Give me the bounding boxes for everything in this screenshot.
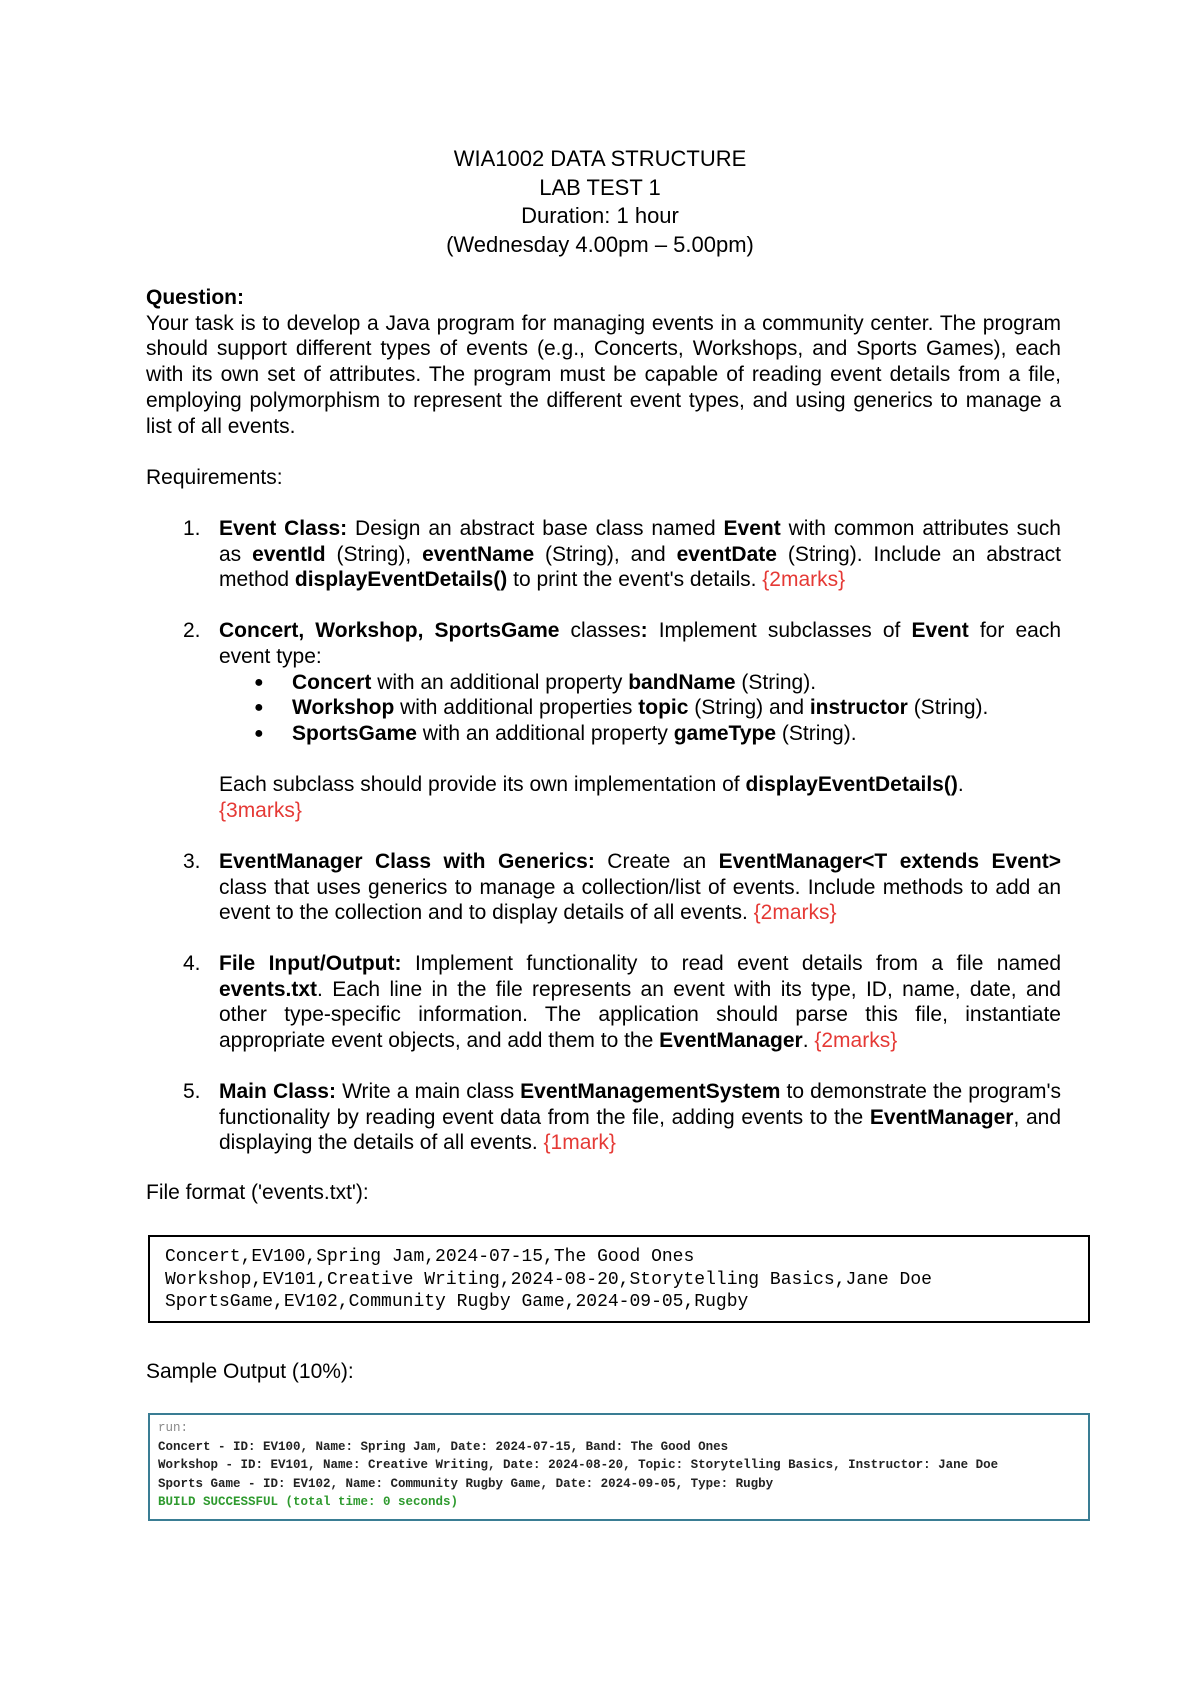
bold-term: Event bbox=[911, 619, 969, 642]
bold-term: eventId bbox=[252, 542, 326, 566]
text-span: (String), bbox=[325, 542, 423, 566]
text-span: (String). bbox=[907, 696, 989, 719]
bold-term: : bbox=[640, 619, 648, 642]
item-title: Concert, Workshop, SportsGame bbox=[219, 619, 560, 642]
bold-term: gameType bbox=[673, 722, 777, 745]
item-number: 4. bbox=[183, 952, 201, 975]
bold-term: topic bbox=[638, 696, 689, 719]
bold-term: Concert bbox=[292, 671, 372, 694]
text-span: . bbox=[802, 1029, 815, 1053]
marks-badge: {1mark} bbox=[543, 1131, 616, 1155]
file-format-label: File format ('events.txt'): bbox=[146, 1181, 369, 1204]
bold-term: EventManager bbox=[659, 1029, 803, 1053]
bold-term: Event bbox=[723, 517, 781, 540]
item-number: 1. bbox=[183, 517, 201, 540]
text-span: . Each line in the file represents an event with its type, ID, name, date, and other type-specific information. The application should parse this file, instantiate appropriate event objects, and add them to the bbox=[219, 977, 1061, 1053]
sample-output-label: Sample Output (10%): bbox=[146, 1360, 354, 1383]
question-label: Question: bbox=[146, 286, 244, 309]
bold-term: instructor bbox=[809, 696, 908, 719]
bold-term: EventManagementSystem bbox=[520, 1080, 781, 1103]
item-text bbox=[219, 772, 1061, 823]
item-text bbox=[219, 951, 1061, 1054]
item-text bbox=[219, 849, 1061, 926]
bold-term: EventManager<T extends Event> bbox=[718, 850, 1061, 873]
item-number: 2. bbox=[183, 619, 201, 642]
item-title: Main Class: bbox=[219, 1080, 336, 1103]
text-span: with an additional property bbox=[416, 722, 674, 745]
text-span: with common attributes such as bbox=[219, 517, 1061, 566]
bold-term: Workshop bbox=[292, 696, 395, 719]
text-span: (String). bbox=[735, 671, 817, 694]
item-title: EventManager Class with Generics: bbox=[219, 850, 595, 873]
bold-term: displayEventDetails() bbox=[294, 568, 508, 592]
text-span: Design an abstract base class named bbox=[347, 517, 724, 540]
bullet-dot-icon: ● bbox=[254, 725, 264, 742]
requirements-label: Requirements: bbox=[146, 466, 283, 489]
item-number: 3. bbox=[183, 850, 201, 873]
output-line: Workshop - ID: EV101, Name: Creative Writing, Date: 2024-08-20, Topic: Storytelling Basics, Instructor: Jane Doe bbox=[158, 1458, 999, 1472]
bold-term: events.txt bbox=[219, 977, 318, 1001]
item-text bbox=[219, 1079, 1061, 1156]
text-span: to demonstrate the program's functionality by reading event data from the file, adding events to the bbox=[219, 1080, 1062, 1129]
text-span: to print the event's details. bbox=[507, 568, 763, 592]
bold-term: SportsGame bbox=[292, 722, 417, 745]
text-span: Create an bbox=[594, 850, 719, 873]
code-line: Workshop,EV101,Creative Writing,2024-08-20,Storytelling Basics,Jane Doe bbox=[165, 1269, 932, 1290]
text-span: with additional properties bbox=[394, 696, 639, 719]
output-line: Sports Game - ID: EV102, Name: Community Rugby Game, Date: 2024-09-05, Type: Rugby bbox=[158, 1476, 774, 1491]
item-title: Event Class: bbox=[219, 517, 348, 540]
bold-term: eventName bbox=[422, 542, 535, 566]
text-span: (String). bbox=[776, 722, 857, 745]
marks-badge: {3marks} bbox=[219, 798, 302, 822]
bold-term: displayEventDetails() bbox=[745, 773, 958, 796]
bold-term: bandName bbox=[628, 671, 736, 694]
item-text bbox=[219, 618, 1061, 669]
output-line: Concert - ID: EV100, Name: Spring Jam, Date: 2024-07-15, Band: The Good Ones bbox=[158, 1439, 729, 1454]
text-span: classes bbox=[559, 619, 641, 642]
item-title: File Input/Output: bbox=[219, 952, 402, 975]
output-build-line: BUILD SUCCESSFUL (total time: 0 seconds) bbox=[158, 1495, 459, 1509]
text-span: , and displaying the details of all events. bbox=[219, 1105, 1061, 1155]
text-span: Each subclass should provide its own implementation of bbox=[219, 773, 746, 796]
marks-badge: {2marks} bbox=[762, 568, 846, 592]
marks-badge: {2marks} bbox=[814, 1029, 898, 1053]
bullet-dot-icon: ● bbox=[254, 674, 264, 691]
text-span: (String), and bbox=[534, 542, 677, 566]
course-title: WIA1002 DATA STRUCTURE bbox=[453, 146, 747, 171]
text-span: Implement subclasses of bbox=[647, 619, 912, 642]
text-span: . bbox=[957, 773, 964, 796]
document-header bbox=[0, 145, 1200, 259]
text-span: with an additional property bbox=[371, 671, 629, 694]
code-line: SportsGame,EV102,Community Rugby Game,2024-09-05,Rugby bbox=[165, 1292, 749, 1312]
bullet-dot-icon: ● bbox=[254, 699, 264, 716]
text-span: Implement functionality to read event details from a file named bbox=[401, 952, 1062, 975]
text-span: class that uses generics to manage a collection/list of events. Include methods to add an event to the collection and to display details of all events. bbox=[219, 875, 1061, 925]
code-line: Concert,EV100,Spring Jam,2024-07-15,The Good Ones bbox=[165, 1247, 695, 1267]
text-span: for each event type: bbox=[219, 619, 1061, 668]
item-text bbox=[219, 516, 1061, 593]
file-format-code-box bbox=[148, 1235, 1090, 1323]
question-text: Your task is to develop a Java program for managing events in a community center. The program should support different types of events (e.g., Concerts, Workshops, and Sports Games), each with its own set of attributes. The program must be capable of reading event details from a file, employing polymorphism to represent the different event types, and using generics to manage a list of all events. bbox=[146, 311, 1061, 438]
bold-term: EventManager bbox=[869, 1105, 1014, 1129]
test-time: (Wednesday 4.00pm – 5.00pm) bbox=[446, 231, 754, 257]
text-span: Write a main class bbox=[335, 1080, 521, 1103]
bold-term: eventDate bbox=[676, 542, 777, 566]
output-run-line: run: bbox=[158, 1421, 189, 1435]
duration: Duration: 1 hour bbox=[521, 203, 679, 228]
text-span: (String). Include an abstract method bbox=[219, 542, 1061, 592]
item-number: 5. bbox=[183, 1080, 201, 1103]
marks-badge: {2marks} bbox=[753, 901, 837, 925]
test-title: LAB TEST 1 bbox=[539, 174, 661, 200]
text-span: (String) and bbox=[688, 696, 810, 719]
sample-output-box bbox=[148, 1413, 1090, 1521]
question-section bbox=[146, 285, 1061, 439]
